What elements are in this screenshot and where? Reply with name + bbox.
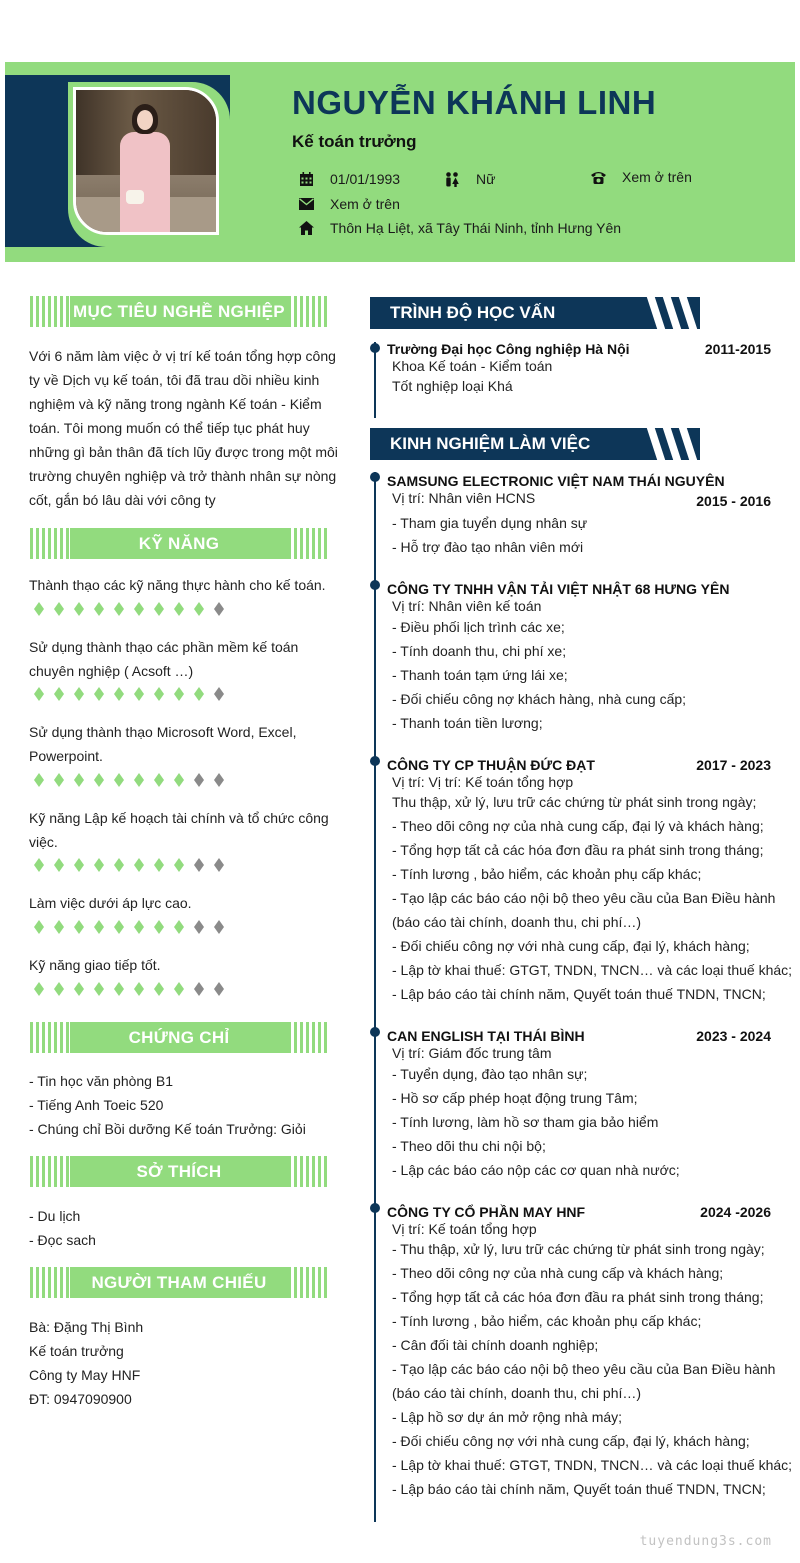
rating-diamond-icon [52, 858, 66, 872]
job-duty-line: - Hồ sơ cấp phép hoạt động trung Tâm; [392, 1090, 638, 1106]
list-item: Bà: Đặng Thị Bình [29, 1319, 144, 1335]
timeline-node [370, 756, 380, 766]
section-references-header [30, 1267, 328, 1298]
job-duty-line: - Tạo lập các báo cáo nội bộ theo yêu cầu của Ban Điều hành [392, 890, 776, 906]
experience-timeline [374, 472, 376, 1522]
job-duty-line: - Đối chiếu công nợ khách hàng, nhà cung cấp; [392, 691, 687, 707]
list-item: ĐT: 0947090900 [29, 1391, 132, 1407]
job-duty-line: (báo cáo tài chính, doanh thu, chi phí…) [392, 914, 642, 930]
rating-diamond-icon [132, 920, 146, 934]
school-major: Khoa Kế toán - Kiểm toán [392, 358, 553, 374]
email-value: Xem ở trên [330, 196, 400, 212]
rating-diamond-icon [192, 920, 206, 934]
watermark: tuyendung3s.com [639, 1534, 772, 1549]
rating-diamond-icon [212, 687, 226, 701]
section-title: KINH NGHIỆM LÀM VIỆC [390, 434, 591, 453]
email-row [296, 196, 400, 212]
section-objective-header [30, 296, 328, 327]
rating-diamond-icon [112, 687, 126, 701]
job-duty-line: - Thu thập, xử lý, lưu trữ các chứng từ phát sinh trong ngày; [392, 1241, 765, 1257]
school-years: 2011-2015 [704, 341, 771, 357]
rating-diamond-icon [112, 773, 126, 787]
job-duty-line: - Thanh toán tạm ứng lái xe; [392, 667, 568, 683]
rating-diamond-icon [52, 602, 66, 616]
rating-diamond-icon [192, 858, 206, 872]
list-item: Công ty May HNF [29, 1367, 141, 1383]
rating-diamond-icon [152, 982, 166, 996]
skill-rating [32, 858, 226, 872]
rating-diamond-icon [212, 920, 226, 934]
rating-diamond-icon [32, 773, 46, 787]
job-duty-line: - Lập các báo cáo nộp các cơ quan nhà nước; [392, 1162, 680, 1178]
job-duty-line: - Thanh toán tiền lương; [392, 715, 543, 731]
skill-label: Làm việc dưới áp lực cao. [29, 895, 192, 911]
job-duty-line: - Lập tờ khai thuế: GTGT, TNDN, TNCN… và các loại thuế khác; [392, 1457, 793, 1473]
home-icon [296, 220, 316, 236]
photo-frame [68, 82, 230, 247]
school-name: Trường Đại học Công nghiệp Hà Nội [387, 341, 630, 357]
list-item: - Tin học văn phòng B1 [29, 1073, 173, 1089]
rating-diamond-icon [52, 687, 66, 701]
rating-diamond-icon [32, 920, 46, 934]
skill-label: Thành thạo các kỹ năng thực hành cho kế toán. [29, 577, 326, 593]
rating-diamond-icon [192, 602, 206, 616]
skill-rating [32, 982, 226, 996]
rating-diamond-icon [52, 982, 66, 996]
job-duty-line: Thu thập, xử lý, lưu trữ các chứng từ phát sinh trong ngày; [392, 794, 757, 810]
phone-value: Xem ở trên [622, 169, 692, 185]
profile-photo [73, 87, 219, 235]
rating-diamond-icon [92, 773, 106, 787]
job-title: Kế toán trưởng [292, 132, 417, 151]
job-years: 2015 - 2016 [696, 493, 771, 509]
rating-diamond-icon [172, 858, 186, 872]
job-position: Vị trí: Nhân viên kế toán [392, 598, 542, 614]
timeline-node [370, 472, 380, 482]
list-item: Kế toán trưởng [29, 1343, 124, 1359]
job-years: 2024 -2026 [700, 1204, 771, 1220]
address-row [296, 220, 621, 236]
skill-rating [32, 920, 226, 934]
rating-diamond-icon [112, 602, 126, 616]
list-item: - Chúng chỉ Bồi dưỡng Kế toán Trưởng: Giỏi [29, 1121, 306, 1137]
rating-diamond-icon [152, 773, 166, 787]
rating-diamond-icon [32, 687, 46, 701]
cv-header [5, 62, 795, 262]
skill-rating [32, 773, 226, 787]
job-duty-line: - Tính lương , bảo hiểm, các khoản phụ cấp khác; [392, 866, 702, 882]
email-icon [296, 196, 316, 212]
rating-diamond-icon [172, 920, 186, 934]
job-duty-line: - Tính lương, làm hồ sơ tham gia bảo hiểm [392, 1114, 659, 1130]
rating-diamond-icon [72, 602, 86, 616]
list-item: - Đọc sach [29, 1232, 96, 1248]
job-duty-line: - Đối chiếu công nợ với nhà cung cấp, đại lý, khách hàng; [392, 1433, 750, 1449]
rating-diamond-icon [132, 982, 146, 996]
rating-diamond-icon [52, 773, 66, 787]
job-position: Vị trí: Vị trí: Kế toán tổng hợp [392, 774, 574, 790]
rating-diamond-icon [32, 982, 46, 996]
job-duty-line: - Tính doanh thu, chi phí xe; [392, 643, 567, 659]
job-duty-line: - Hỗ trợ đào tạo nhân viên mới [392, 539, 584, 555]
timeline-node [370, 1203, 380, 1213]
section-title: KỸ NĂNG [138, 533, 220, 553]
phone-row [588, 169, 692, 185]
rating-diamond-icon [152, 920, 166, 934]
address-value: Thôn Hạ Liệt, xã Tây Thái Ninh, tỉnh Hưng Yên [330, 220, 622, 236]
job-years: 2023 - 2024 [696, 1028, 771, 1044]
rating-diamond-icon [32, 858, 46, 872]
job-duty-line: - Lập báo cáo tài chính năm, Quyết toán thuế TNDN, TNCN; [392, 986, 766, 1002]
rating-diamond-icon [92, 687, 106, 701]
rating-diamond-icon [172, 687, 186, 701]
job-duty-line: - Tổng hợp tất cả các hóa đơn đầu ra phát sinh trong tháng; [392, 1289, 764, 1305]
gender-value: Nữ [476, 171, 496, 187]
job-duty-line: - Tổng hợp tất cả các hóa đơn đầu ra phát sinh trong tháng; [392, 842, 764, 858]
rating-diamond-icon [72, 920, 86, 934]
job-duty-line: - Theo dõi công nợ của nhà cung cấp và khách hàng; [392, 1265, 724, 1281]
rating-diamond-icon [212, 858, 226, 872]
section-certificates-header [30, 1022, 328, 1053]
skill-label: Kỹ năng Lập kế hoạch tài chính và tổ chức công việc. [29, 810, 329, 850]
rating-diamond-icon [92, 602, 106, 616]
rating-diamond-icon [92, 982, 106, 996]
job-position: Vị trí: Kế toán tổng hợp [392, 1221, 537, 1237]
list-item: - Du lịch [29, 1208, 81, 1224]
rating-diamond-icon [212, 982, 226, 996]
rating-diamond-icon [172, 602, 186, 616]
job-duty-line: - Đối chiếu công nợ với nhà cung cấp, đại lý, khách hàng; [392, 938, 750, 954]
candidate-name: NGUYỄN KHÁNH LINH [292, 84, 657, 121]
job-duty-line: - Lập báo cáo tài chính năm, Quyết toán thuế TNDN, TNCN; [392, 1481, 766, 1497]
job-duty-line: - Tạo lập các báo cáo nội bộ theo yêu cầu của Ban Điều hành [392, 1361, 776, 1377]
rating-diamond-icon [212, 602, 226, 616]
timeline-node [370, 580, 380, 590]
rating-diamond-icon [72, 858, 86, 872]
timeline-node [370, 1027, 380, 1037]
job-duty-line: - Tuyển dụng, đào tạo nhân sự; [392, 1066, 588, 1082]
job-duty-line: - Theo dõi công nợ của nhà cung cấp, đại lý và khách hàng; [392, 818, 764, 834]
skill-label: Kỹ năng giao tiếp tốt. [29, 957, 161, 973]
rating-diamond-icon [72, 773, 86, 787]
rating-diamond-icon [32, 602, 46, 616]
list-item: - Tiếng Anh Toeic 520 [29, 1097, 164, 1113]
company-name: CAN ENGLISH TẠI THÁI BÌNH [387, 1028, 585, 1044]
section-title: NGƯỜI THAM CHIẾU [91, 1272, 267, 1292]
job-duty-line: - Tham gia tuyển dụng nhân sự [392, 515, 588, 531]
company-name: CÔNG TY CỔ PHẦN MAY HNF [387, 1204, 586, 1220]
rating-diamond-icon [112, 982, 126, 996]
gender-row [442, 171, 495, 187]
rating-diamond-icon [132, 773, 146, 787]
rating-diamond-icon [72, 687, 86, 701]
section-title: SỞ THÍCH [136, 1161, 222, 1181]
rating-diamond-icon [112, 858, 126, 872]
skill-label: Sử dụng thành thạo Microsoft Word, Excel, Powerpoint. [29, 724, 297, 764]
skill-rating [32, 602, 226, 616]
job-duty-line: (báo cáo tài chính, doanh thu, chi phí…) [392, 1385, 642, 1401]
section-experience-header [370, 428, 700, 460]
rating-diamond-icon [172, 773, 186, 787]
section-education-header [370, 297, 700, 329]
rating-diamond-icon [92, 920, 106, 934]
job-duty-line: - Cân đối tài chính doanh nghiệp; [392, 1337, 599, 1353]
rating-diamond-icon [152, 687, 166, 701]
education-timeline [374, 342, 376, 418]
job-duty-line: - Theo dõi thu chi nội bộ; [392, 1138, 546, 1154]
rating-diamond-icon [132, 602, 146, 616]
rating-diamond-icon [112, 920, 126, 934]
rating-diamond-icon [212, 773, 226, 787]
job-duty-line: - Tính lương , bảo hiểm, các khoản phụ cấp khác; [392, 1313, 702, 1329]
birthday-value: 01/01/1993 [330, 171, 401, 187]
birthday-row [296, 171, 400, 187]
job-position: Vị trí: Giám đốc trung tâm [392, 1045, 552, 1061]
gender-icon [442, 171, 462, 187]
rating-diamond-icon [72, 982, 86, 996]
rating-diamond-icon [92, 858, 106, 872]
rating-diamond-icon [52, 920, 66, 934]
rating-diamond-icon [152, 858, 166, 872]
section-skills-header [30, 528, 328, 559]
section-hobbies-header [30, 1156, 328, 1187]
company-name: CÔNG TY TNHH VẬN TẢI VIỆT NHẬT 68 HƯNG YÊN [387, 581, 730, 597]
rating-diamond-icon [192, 982, 206, 996]
rating-diamond-icon [152, 602, 166, 616]
section-title: MỤC TIÊU NGHỀ NGHIỆP [73, 301, 285, 321]
rating-diamond-icon [172, 982, 186, 996]
rating-diamond-icon [192, 687, 206, 701]
job-position: Vị trí: Nhân viên HCNS [392, 490, 536, 506]
job-years: 2017 - 2023 [696, 757, 771, 773]
calendar-icon [296, 171, 316, 187]
skill-label: Sử dụng thành thạo các phần mềm kế toán chuyên nghiệp ( Acsoft …) [29, 639, 299, 679]
job-duty-line: - Điều phối lịch trình các xe; [392, 619, 565, 635]
phone-icon [588, 169, 608, 185]
job-duty-line: - Lập tờ khai thuế: GTGT, TNDN, TNCN… và các loại thuế khác; [392, 962, 793, 978]
section-title: TRÌNH ĐỘ HỌC VẤN [390, 303, 556, 322]
job-duty-line: - Lập hồ sơ dự án mở rộng nhà máy; [392, 1409, 623, 1425]
section-title: CHỨNG CHỈ [128, 1027, 230, 1047]
rating-diamond-icon [192, 773, 206, 787]
skill-rating [32, 687, 226, 701]
company-name: SAMSUNG ELECTRONIC VIỆT NAM THÁI NGUYÊN [387, 473, 725, 489]
timeline-node [370, 343, 380, 353]
rating-diamond-icon [132, 858, 146, 872]
objective-text: Với 6 năm làm việc ở vị trí kế toán tổng hợp công ty về Dịch vụ kế toán, tôi đã trau dồi nhiều kinh nghiệm và kỹ năng trong ngành Kế toán - Kiểm toán. Tôi mong muốn có thể tiếp tục phát huy những gì bản thân đã tích lũy được trong một môi trường chuyên nghiệp và trở thành nhân sự nòng cốt, gắn bó lâu dài với công ty [29, 348, 338, 508]
school-grade: Tốt nghiệp loại Khá [392, 378, 513, 394]
company-name: CÔNG TY CP THUẬN ĐỨC ĐẠT [387, 757, 595, 773]
rating-diamond-icon [132, 687, 146, 701]
